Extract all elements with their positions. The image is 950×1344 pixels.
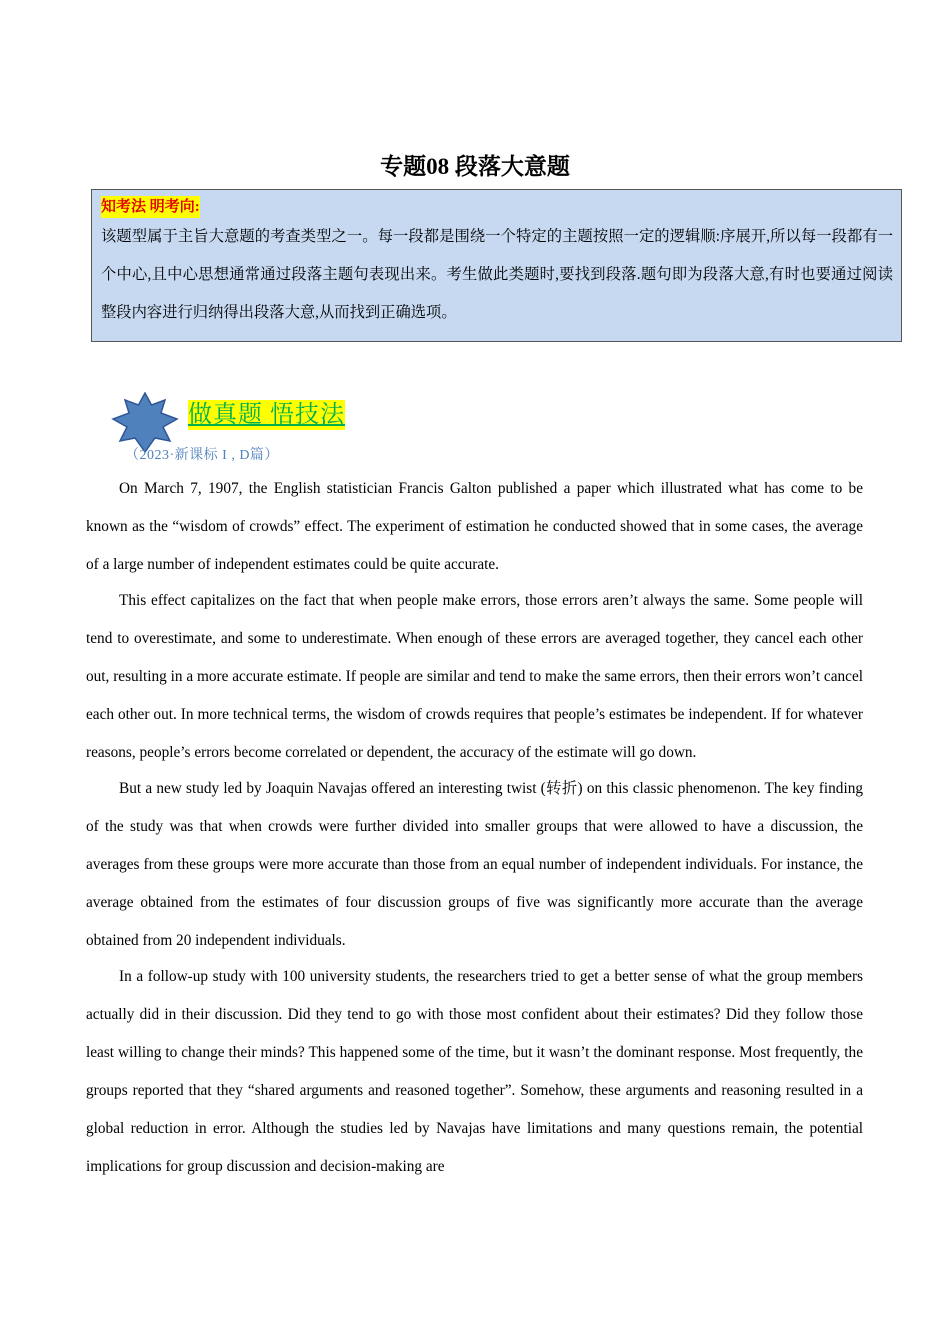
passage-paragraph: On March 7, 1907, the English statistician Francis Galton published a paper which illustrated what has come to be known as the “wisdom of crowds” effect. The experiment of estimation he conducted showed that in some cases, the average of a large number of independent estimates could be quite accurate. (86, 480, 863, 573)
passage-paragraph: In a follow-up study with 100 university students, the researchers tried to get a better sense of what the group members actually did in their discussion. Did they tend to go with those most confident about their estimates? Did they follow those least willing to change their minds? This happened some of the time, but it wasn’t the dominant response. Most frequently, the groups reported that they “shared arguments and reasoned together”. Somehow, these arguments and reasoning resulted in a global reduction in error. Although the studies led by Navajas have limitations and many questions remain, the potential implications for group discussion and decision-making are (86, 968, 863, 1175)
section-title: 做真题 悟技法 (188, 402, 345, 428)
reading-passage (86, 470, 863, 1184)
exam-tips-box (91, 189, 902, 342)
exam-tips-heading: 知考法 明考向: (101, 196, 200, 218)
passage-paragraph: This effect capitalizes on the fact that when people make errors, those errors aren’t always the same. Some people will tend to overestimate, and some to underestimate. When enough of these errors are averaged together, they cancel each other out, resulting in a more accurate estimate. If people are similar and tend to make the same errors, then their errors won’t cancel each other out. In more technical terms, the wisdom of crowds requires that people’s estimates be independent. If for whatever reasons, people’s errors become correlated or dependent, the accuracy of the estimate will go down. (86, 592, 863, 761)
source-note: （2023·新课标 I , D篇） (125, 448, 279, 463)
section-header (110, 392, 510, 472)
passage-paragraph: But a new study led by Joaquin Navajas offered an interesting twist (转折) on this classic phenomenon. The key finding of the study was that when crowds were further divided into smaller groups that were allowed to have a discussion, the averages from these groups were more accurate than those from an equal number of independent individuals. For instance, the average obtained from the estimates of four discussion groups of five was significantly more accurate than the average obtained from 20 independent individuals. (86, 780, 863, 949)
page-title: 专题08 段落大意题 (380, 154, 570, 179)
exam-tips-text: 该题型属于主旨大意题的考查类型之一。每一段都是围绕一个特定的主题按照一定的逻辑顺:序展开,所以每一段都有一个中心,且中心思想通常通过段落主题句表现出来。考生做此类题时,要找到段落.题句即为段落大意,有时也要通过阅读整段内容进行归纳得出段落大意,从而找到正确选项。 (101, 228, 893, 321)
